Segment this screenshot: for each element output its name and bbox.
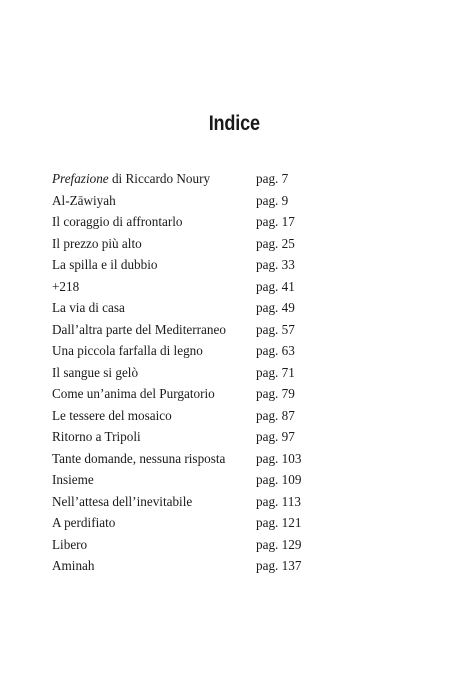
toc-entry-page: pag. 121 bbox=[256, 515, 302, 530]
toc-entry-title: Il coraggio di affrontarlo bbox=[52, 214, 183, 229]
toc-entry bbox=[52, 168, 382, 190]
toc-entry-page: pag. 113 bbox=[256, 493, 301, 509]
toc-entry-page: pag. 79 bbox=[256, 386, 295, 401]
toc-entry-title: Libero bbox=[52, 536, 88, 552]
toc-entry bbox=[52, 512, 382, 534]
toc-entry bbox=[52, 190, 382, 212]
toc-entry-title: Ritorno a Tripoli bbox=[52, 429, 141, 444]
toc-entry-page: pag. 33 bbox=[256, 257, 295, 272]
toc-entry bbox=[52, 233, 382, 255]
toc-entry-title: Al-Zāwiyah bbox=[52, 192, 116, 208]
toc-entry bbox=[52, 555, 382, 577]
toc-entry-page: pag. 71 bbox=[256, 364, 295, 380]
toc-entry-page: pag. 103 bbox=[256, 450, 302, 466]
toc-entry bbox=[52, 297, 382, 319]
toc-entry-page: pag. 17 bbox=[256, 214, 295, 229]
toc-entry-title: Aminah bbox=[52, 558, 95, 573]
toc-entry-title: +218 bbox=[52, 278, 80, 294]
toc-entry-page: pag. 109 bbox=[256, 472, 302, 487]
toc-entry bbox=[52, 405, 382, 427]
toc-entry-title: Tante domande, nessuna risposta bbox=[52, 450, 226, 466]
toc-entry-title: Il sangue si gelò bbox=[52, 364, 139, 380]
toc-entry-page: pag. 97 bbox=[256, 429, 295, 444]
toc-entry-page: pag. 49 bbox=[256, 300, 295, 315]
toc-entry-title: La via di casa bbox=[52, 300, 125, 315]
toc-entry-title bbox=[52, 168, 210, 190]
toc-entry bbox=[52, 426, 382, 448]
toc-entry-title: Il prezzo più alto bbox=[52, 235, 142, 251]
toc-entry bbox=[52, 211, 382, 233]
toc-entry bbox=[52, 362, 382, 384]
toc-entry bbox=[52, 469, 382, 491]
toc-entry-title: Come un’anima del Purgatorio bbox=[52, 386, 215, 401]
toc-entry-title: Una piccola farfalla di legno bbox=[52, 343, 203, 358]
toc-entry-page: pag. 63 bbox=[256, 343, 295, 358]
toc-entry bbox=[52, 254, 382, 276]
toc-entry-page: pag. 137 bbox=[256, 558, 302, 573]
toc-entry-page: pag. 41 bbox=[256, 278, 295, 294]
table-of-contents bbox=[52, 168, 382, 577]
toc-entry bbox=[52, 276, 382, 298]
toc-entry-page: pag. 25 bbox=[256, 235, 295, 251]
toc-entry-title: Nell’attesa dell’inevitabile bbox=[52, 493, 193, 509]
toc-entry-title: La spilla e il dubbio bbox=[52, 257, 158, 272]
toc-entry-title-italic: Prefazione bbox=[52, 171, 109, 186]
toc-entry-page: pag. 87 bbox=[256, 407, 295, 423]
toc-entry bbox=[52, 319, 382, 341]
toc-entry bbox=[52, 491, 382, 513]
page-title: Indice bbox=[208, 112, 260, 135]
toc-entry bbox=[52, 340, 382, 362]
toc-entry-title: Insieme bbox=[52, 472, 94, 487]
toc-entry-page: pag. 129 bbox=[256, 536, 302, 552]
toc-entry-page: pag. 57 bbox=[256, 321, 295, 337]
toc-entry bbox=[52, 448, 382, 470]
toc-entry-title: Dall’altra parte del Mediterraneo bbox=[52, 321, 226, 337]
toc-entry-page: pag. 9 bbox=[256, 192, 289, 208]
toc-entry-title: A perdifiato bbox=[52, 515, 116, 530]
toc-entry bbox=[52, 383, 382, 405]
toc-entry-title-text: di Riccardo Noury bbox=[108, 171, 211, 186]
toc-entry-title: Le tessere del mosaico bbox=[52, 407, 172, 423]
toc-entry-page: pag. 7 bbox=[256, 171, 289, 186]
toc-entry bbox=[52, 534, 382, 556]
